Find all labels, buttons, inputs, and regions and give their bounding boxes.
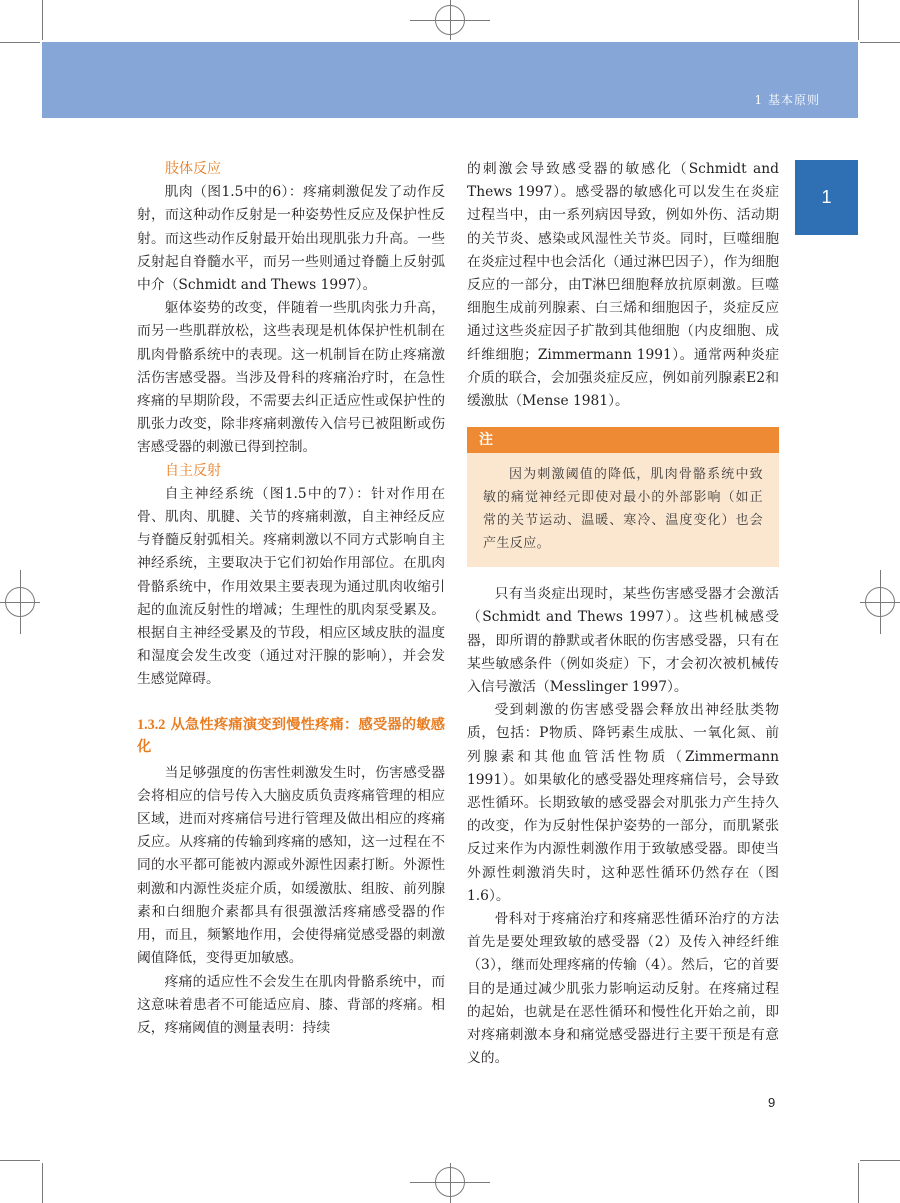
paragraph: 疼痛的适应性不会发生在肌肉骨骼系统中，而这意味着患者不可能适应肩、膝、背部的疼痛。相反，疼痛阈值的测量表明：持续 (137, 973, 445, 1036)
section-number: 1.3.2 (137, 716, 166, 733)
note-text: 因为刺激阈值的降低，肌肉骨骼系统中致敏的痛觉神经元即使对最小的外部影响（如正常的关节运动、温暖、寒冷、温度变化）也会产生反应。 (483, 467, 763, 552)
crop-mark (42, 1163, 43, 1203)
subhead-limb-reaction: 肢体反应 (165, 161, 221, 177)
left-column (137, 158, 445, 1040)
paragraph: 骨科对于疼痛治疗和疼痛恶性循环治疗的方法首先是要处理致敏的感受器（2）及传入神经纤维（3），继而处理疼痛的传输（4）。然后，它的首要目的是通过减少肌张力影响运动反射。在疼痛过程的起始，也就是在恶性循环和慢性化开始之前，即对疼痛刺激本身和痛觉感受器进行主要干预是有意义的。 (467, 911, 779, 1067)
registration-circle (5, 587, 35, 617)
crop-mark (858, 1163, 859, 1203)
paragraph: 自主神经系统（图1.5中的7）：针对作用在骨、肌肉、肌腱、关节的疼痛刺激，自主神经反应与脊髓反射弧相关。疼痛刺激以不同方式影响自主神经系统，主要取决于它们初始作用部位。在肌肉骨骼系统中，作用效果主要表现为通过肌肉收缩引起的血流反射性的增减；生理性的肌肉泵受累及。根据自主神经受累及的节段，相应区域皮肤的温度和湿度会发生改变（通过对汗腺的影响），并会发生感觉障碍。 (137, 485, 445, 688)
registration-circle (435, 1167, 465, 1197)
running-title: 1 基本原则 (754, 93, 820, 107)
crop-mark (0, 42, 40, 43)
paragraph: 受到刺激的伤害感受器会释放出神经肽类物质，包括：P物质、降钙素生成肽、一氧化氮、前列腺素和其他血管活性物质（Zimmermann 1991）。如果敏化的感受器处理疼痛信号，会导致恶性循环。长期致敏的感受器会对肌张力产生持久的改变，作为反射性保护姿势的一部分，而肌紧张反过来作为内源性刺激作用于致敏感受器。即使当外源性刺激消失时，这种恶性循环仍然存在（图1.6）。 (467, 702, 779, 904)
chapter-tab: 1 (795, 160, 858, 235)
section-title-text: 从急性疼痛演变到慢性疼痛：感受器的敏感化 (137, 716, 445, 755)
page-number: 9 (768, 1095, 776, 1110)
paragraph: 躯体姿势的改变，伴随着一些肌肉张力升高，而另一些肌群放松，这些表现是机体保护性机制在肌肉骨骼系统中的表现。这一机制旨在防止疼痛激活伤害感受器。当涉及骨科的疼痛治疗时，在急性疼痛的早期阶段，不需要去纠正适应性或保护性的肌张力改变，除非疼痛刺激传入信号已被阻断或伤害感受器的刺激已得到控制。 (137, 300, 445, 456)
crop-mark (858, 0, 859, 40)
paragraph: 的刺激会导致感受器的敏感化（Schmidt and Thews 1997）。感受器的敏感化可以发生在炎症过程当中，由一系列病因导致，例如外伤、活动期的关节炎、感染或风湿性关节炎。同时，巨噬细胞在炎症过程中也会活化（通过淋巴因子），作为细胞反应的一部分，由T淋巴细胞释放抗原刺激。巨噬细胞生成前列腺素、白三烯和细胞因子，炎症反应通过这些炎症因子扩散到其他细胞（内皮细胞、成纤维细胞；Zimmermann 1991）。通常两种炎症介质的联合，会加强炎症反应，例如前列腺素E2和缓激肽（Mense 1981）。 (467, 161, 779, 410)
header-band (42, 42, 858, 118)
right-column (467, 158, 779, 1071)
note-label: 注 (467, 427, 779, 453)
note-box (467, 427, 779, 567)
crop-mark (0, 1160, 40, 1161)
registration-circle (435, 5, 465, 35)
note-body (467, 453, 779, 567)
crop-mark (42, 0, 43, 40)
registration-circle (865, 587, 895, 617)
paragraph: 只有当炎症出现时，某些伤害感受器才会激活（Schmidt and Thews 1997）。这些机械感受器，即所谓的静默或者休眠的伤害感受器，只有在某些敏感条件（例如炎症）下，才会初次被机械传入信号激活（Messlinger 1997）。 (467, 586, 779, 696)
crop-mark (860, 42, 900, 43)
section-title (137, 714, 445, 758)
paragraph: 肌肉（图1.5中的6）：疼痛刺激促发了动作反射，而这种动作反射是一种姿势性反应及保护性反射。而这些动作反射最开始出现肌张力升高。一些反射起自脊髓水平，而另一些则通过脊髓上反射弧中介（Schmidt and Thews 1997）。 (137, 184, 445, 294)
crop-mark (860, 1160, 900, 1161)
subhead-autonomic-reflex: 自主反射 (165, 462, 221, 479)
paragraph: 当足够强度的伤害性刺激发生时，伤害感受器会将相应的信号传入大脑皮质负责疼痛管理的相应区域，进而对疼痛信号进行管理及做出相应的疼痛反应。从疼痛的传输到疼痛的感知，这一过程在不同的水平都可能被内源或外源性因素打断。外源性刺激和内源性炎症介质，如缓激肽、组胺、前列腺素和白细胞介素都具有很强激活疼痛感受器的作用，而且，频繁地作用，会使得痛觉感受器的刺激阈值降低，变得更加敏感。 (137, 764, 445, 967)
